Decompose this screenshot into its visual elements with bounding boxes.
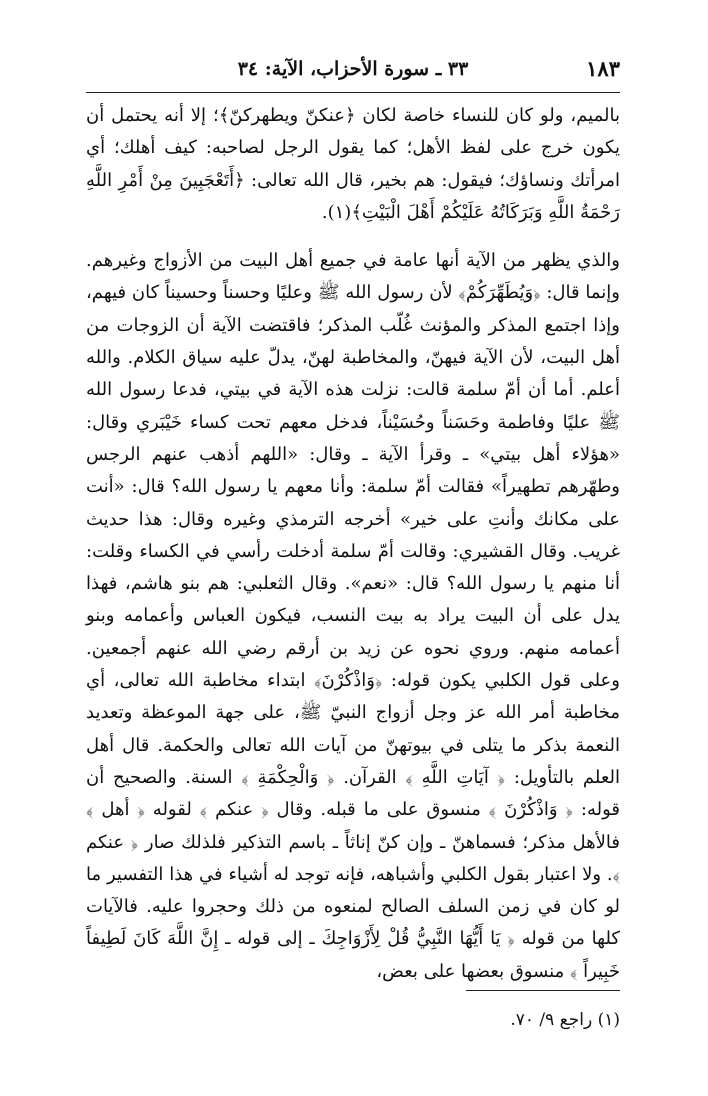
footnote: (١) راجع ٩/ ٧٠.	[510, 1010, 620, 1030]
page-header	[86, 56, 620, 90]
footnote-rule	[466, 990, 620, 991]
header-rule	[86, 92, 620, 93]
running-title: ٣٣ ـ سورة الأحزاب، الآية: ٣٤	[237, 58, 469, 80]
page-number: ١٨٣	[586, 56, 620, 81]
paragraph-1: بالميم، ولو كان للنساء خاصة لكان ﴿عنكنّ ويطهركنّ﴾؛ إلا أنه يحتمل أن يكون خرج على لفظ الأهل؛ كما يقول الرجل لصاحبه: كيف أهلك؛ أي امرأتك ونساؤك؛ فيقول: هم بخير، قال الله تعالى: ﴿أَتَعْجَبِينَ مِنْ أَمْرِ اللَّهِ رَحْمَةُ اللَّهِ وَبَرَكَاتُهُ عَلَيْكُمْ أَهْلَ الْبَيْتِ﴾(١).	[86, 105, 620, 223]
paragraph-2: والذي يظهر من الآية أنها عامة في جميع أهل البيت من الأزواج وغيرهم. وإنما قال: ﴿وَيُطَهِّرَكُمْ﴾ لأن رسول الله ﷺ وعليًا وحسناً وحسيناً كان فيهم، وإذا اجتمع المذكر والمؤنث غُلّب المذكر؛ فاقتضت الآية أن الزوجات من أهل البيت، لأن الآية فيهنّ، والمخاطبة لهنّ، يدلّ عليه سياق الكلام. والله أعلم. أما أن أمّ سلمة قالت: نزلت هذه الآية في بيتي، فدعا رسول الله ﷺ عليًا وفاطمة وحَسَناً وحُسَيْناً، فدخل معهم تحت كساء خَيْبَري وقال: «هؤلاء أهل بيتي» ـ وقرأ الآية ـ وقال: «اللهم أذهب عنهم الرجس وطهّرهم تطهيراً» فقالت أمّ سلمة: وأنا معهم يا رسول الله؟ قال: «أنت على مكانك وأنتِ على خير» أخرجه الترمذي وغيره وقال: هذا حديث غريب. وقال القشيري: وقالت أمّ سلمة أدخلت رأسي في الكساء وقلت: أنا منهم يا رسول الله؟ قال: «نعم». وقال الثعلبي: هم بنو هاشم، فهذا يدل على أن البيت يراد به بيت النسب، فيكون العباس وأعمامه وبنو أعمامه منهم. وروي نحوه عن زيد بن أرقم رضي الله عنهم أجمعين. وعلى قول الكلبي يكون قوله: ﴿وَاذْكُرْنَ﴾ ابتداء مخاطبة الله تعالى، أي مخاطبة أمر الله عز وجل أزواج النبيّ ﷺ، على جهة الموعظة وتعديد النعمة بذكر ما يتلى في بيوتهنّ من آيات الله تعالى والحكمة. قال أهل العلم بالتأويل: ﴿ آيَاتِ اللَّهِ ﴾ القرآن. ﴿ وَالْحِكْمَةِ ﴾ السنة. والصحيح أن قوله: ﴿ وَاذْكُرْنَ ﴾ منسوق على ما قبله. وقال ﴿ عنكم ﴾ لقوله ﴿ أهل ﴾ فالأهل مذكر؛ فسماهنّ ـ وإن كنّ إناثاً ـ باسم التذكير فلذلك صار ﴿ عنكم ﴾. ولا اعتبار بقول الكلبي وأشباهه، فإنه توجد له أشياء في هذا التفسير ما لو كان في زمن السلف الصالح لمنعوه من ذلك وحجروا عليه. فالآيات كلها من قوله ﴿ يَا أَيُّهَا النَّبِيُّ قُلْ لِأَزْوَاجِكَ ـ إلى قوله ـ إِنَّ اللَّهَ كَانَ لَطِيفاً خَبِيراً ﴾ منسوق بعضها على بعض،	[86, 250, 620, 982]
body-text	[86, 100, 620, 988]
